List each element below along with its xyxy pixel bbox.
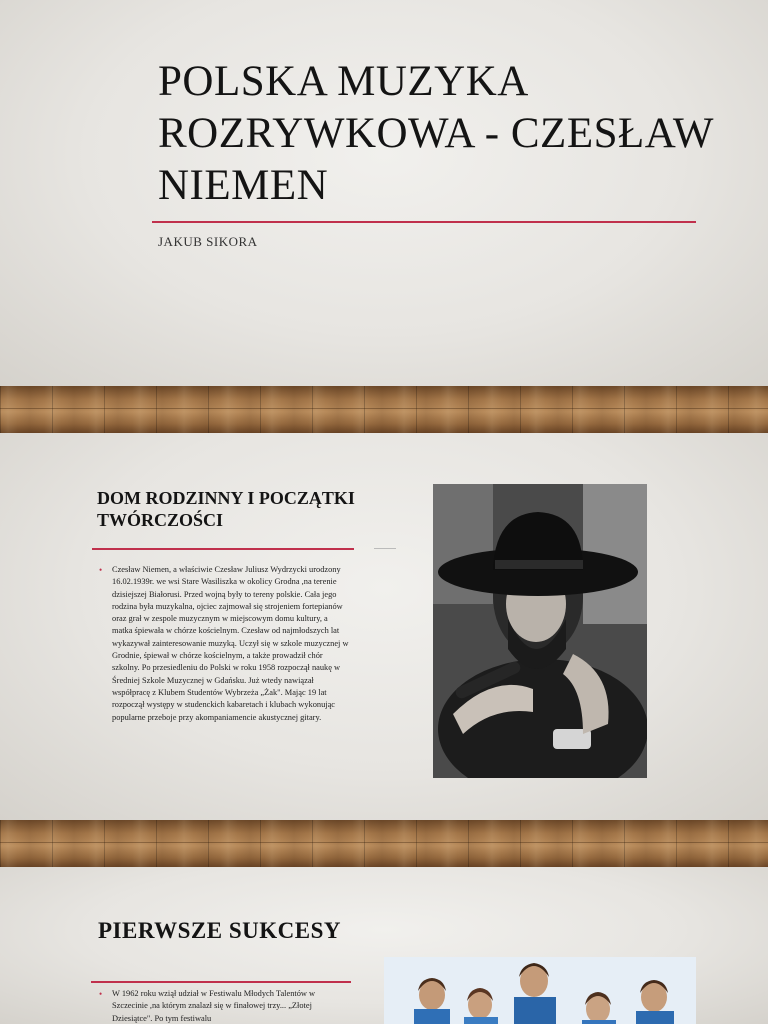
- heading-divider: [91, 981, 351, 983]
- slide-heading: DOM RODZINNY I POCZĄTKI TWÓRCZOŚCI: [97, 488, 355, 530]
- heading-divider-extension: [374, 548, 396, 549]
- presentation-title: POLSKA MUZYKA ROZRYWKOWA - CZESŁAW NIEMEN: [158, 58, 714, 209]
- bullet-list: [97, 564, 349, 724]
- presentation-author: JAKUB SIKORA: [158, 234, 258, 249]
- slide-first-successes: [0, 867, 768, 1024]
- band-group-photo: [384, 957, 696, 1024]
- bullet-list: [97, 988, 349, 1024]
- bullet-item: • W 1962 roku wziął udział w Festiwalu Młodych Talentów w Szczecinie ,na którym znalazł się w finałowej trzy... „Złotej Dziesiątce". Po tym festiwalu: [97, 988, 349, 1024]
- title-slide: [0, 0, 768, 386]
- group-illustration: [384, 957, 696, 1024]
- title-divider: [152, 221, 696, 223]
- slide-heading: PIERWSZE SUKCESY: [98, 918, 342, 943]
- wood-floor-divider: [0, 820, 768, 867]
- slide-family-home: [0, 433, 768, 820]
- wood-floor-divider: [0, 386, 768, 433]
- portrait-illustration: [433, 484, 647, 778]
- bullet-item: • Czesław Niemen, a właściwie Czesław Juliusz Wydrzycki urodzony 16.02.1939r. we wsi Stare Wasiliszka w okolicy Grodna ,na terenie dzisiejszej Białorusi. Przed wojną były to tereny polskie. Cała jego rodzina była muzykalna, ojciec zajmował się strojeniem fortepianów oraz grał w zespole muzycznym w miejscowym domu kultury, a matka śpiewała w chórze kościelnym. Czesław od najmłodszych lat wykazywał zainteresowanie muzyką. Uczył się w szkole muzycznej w Grodnie, śpiewał w chórze kościelnym, a także prowadził chór szkolny. Po przesiedleniu do Polski w roku 1958 rozpoczął naukę w Średniej Szkole Muzycznej w Gdańsku. Już wtedy nawiązał współpracę z Klubem Studentów Wybrzeża „Żak". Mając 19 lat rozpoczął występy w studenckich kabaretach i klubach wykonując popularne przeboje przy akompaniamencie akustycznej gitary.: [97, 564, 349, 724]
- heading-divider: [92, 548, 354, 550]
- niemen-portrait-photo: [433, 484, 647, 778]
